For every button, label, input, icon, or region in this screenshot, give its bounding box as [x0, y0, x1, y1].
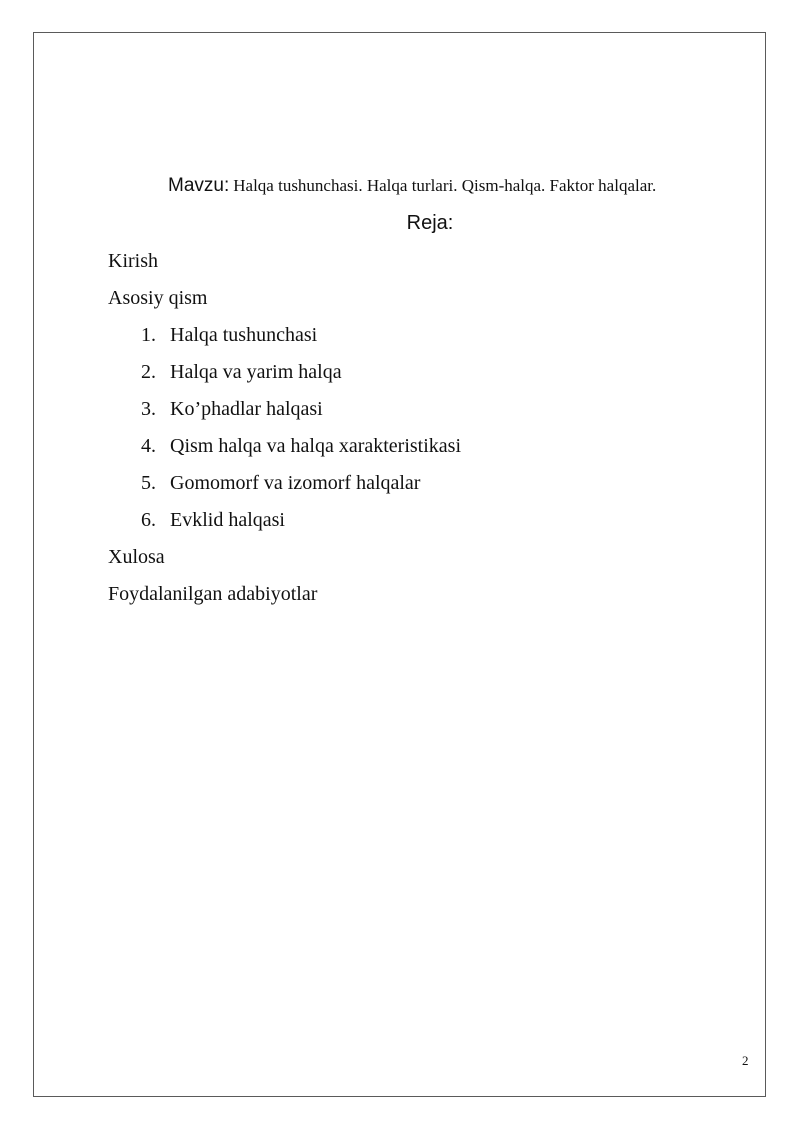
main-part-item: Asosiy qism — [108, 287, 208, 309]
title-prefix: Mavzu: — [168, 175, 230, 196]
list-item-number: 3. — [141, 398, 156, 420]
list-item-text: Gomomorf va izomorf halqalar — [170, 472, 421, 494]
page-number: 2 — [742, 1053, 749, 1068]
introduction-item: Kirish — [108, 250, 158, 272]
list-item-text: Qism halqa va halqa xarakteristikasi — [170, 435, 462, 457]
list-item-number: 2. — [141, 361, 156, 383]
list-item-number: 5. — [141, 472, 156, 494]
document-title — [0, 175, 800, 197]
list-item — [141, 324, 317, 347]
list-item-text: Halqa tushunchasi — [170, 324, 318, 346]
list-item-number: 1. — [141, 324, 156, 346]
list-item-text: Evklid halqasi — [170, 509, 285, 531]
list-item — [141, 361, 342, 384]
list-item-text: Ko’phadlar halqasi — [170, 398, 323, 420]
references-item: Foydalanilgan adabiyotlar — [108, 583, 318, 605]
list-item-number: 4. — [141, 435, 156, 457]
list-item — [141, 472, 420, 495]
list-item — [141, 509, 285, 532]
conclusion-item: Xulosa — [108, 546, 165, 568]
plan-heading: Reja: — [406, 212, 454, 234]
list-item-text: Halqa va yarim halqa — [170, 361, 342, 383]
title-text: Halqa tushunchasi. Halqa turlari. Qism-halqa. Faktor halqalar. — [233, 176, 657, 195]
list-item-number: 6. — [141, 509, 156, 531]
list-item — [141, 435, 461, 458]
list-item — [141, 398, 323, 421]
